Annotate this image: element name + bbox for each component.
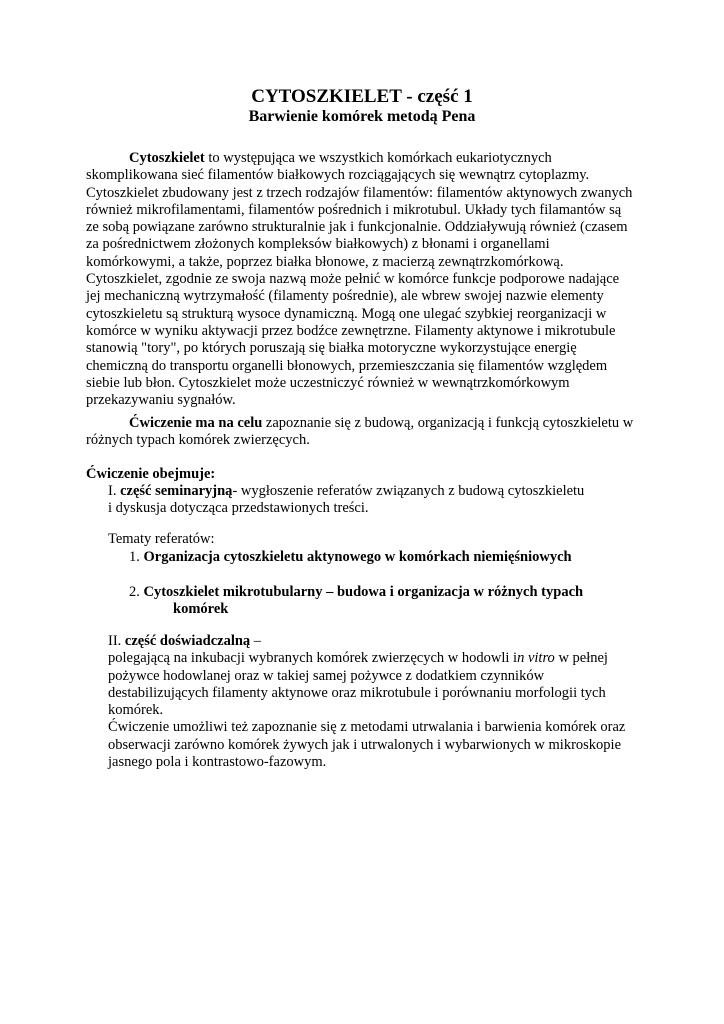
topics-heading: Tematy referatów:	[108, 531, 215, 547]
topics-heading-block	[108, 531, 214, 548]
intro-line: Cytoszkielet zbudowany jest z trzech rodzajów filamentów: filamentów aktynowych zwanych	[86, 184, 633, 201]
intro-line-1: Cytoszkielet to występująca we wszystkich komórkach eukariotycznych	[129, 150, 552, 166]
topic-2: 2. Cytoszkielet mikrotubularny – budowa i organizacja w różnych typach	[129, 584, 584, 600]
topic-1-title: Organizacja cytoszkieletu aktynowego w komórkach niemięśniowych	[143, 549, 572, 565]
part2-line: obserwacji zarówno komórek żywych jak i utrwalonych i wybarwionych w mikroskopie	[108, 736, 622, 753]
intro-line: komórkowymi, a także, poprzez białka błonowe, z macierzą zewnątrzkomórkową.	[86, 253, 564, 270]
aim-line-2: różnych typach komórek zwierzęcych.	[86, 432, 310, 449]
scope-part1	[108, 483, 584, 518]
intro-line: siebie lub błon. Cytoszkielet może uczestniczyć również w wewnątrzkomórkowym	[86, 374, 570, 391]
intro-line: Cytoszkielet, zgodnie ze swoja nazwą może pełnić w komórce funkcje podporowe nadające	[86, 271, 620, 288]
intro-line: komórce w wyniku aktywacji przez bodźce zewnętrzne. Filamenty aktynowe i mikrotubule	[86, 322, 616, 339]
aim-paragraph	[86, 415, 633, 450]
intro-paragraph	[86, 150, 632, 409]
scope-heading: Ćwiczenie obejmuje:	[86, 466, 216, 482]
intro-line: za pośrednictwem złożonych kompleksów białkowych) z błonami i organellami	[86, 236, 550, 253]
part2-heading: II. część doświadczalną –	[108, 633, 262, 649]
part2-line: pożywce hodowlanej oraz w takiej samej pożywce z dodatkiem czynników	[108, 667, 545, 684]
part2-line: komórek.	[108, 702, 164, 719]
part2-line-1: polegającą na inkubacji wybranych komórek zwierzęcych w hodowli in vitro w pełnej	[108, 650, 608, 667]
topic-2-title: Cytoszkielet mikrotubularny – budowa i organizacja w różnych typach	[143, 584, 584, 600]
page-subtitle: Barwienie komórek metodą Pena	[248, 108, 476, 125]
scope-part1-line-2: i dyskusja dotycząca przedstawionych treści.	[108, 500, 369, 517]
intro-line: skomplikowana sieć filamentów białkowych rozciągających się wewnątrz cytoplazmy.	[86, 167, 590, 184]
part2-line: Ćwiczenie umożliwi też zapoznanie się z metodami utrwalania i barwienia komórek oraz	[108, 719, 626, 736]
topic-2-continuation: komórek	[173, 601, 229, 617]
intro-line: cytoszkieletu są strukturą wysoce dynamiczną. Mogą one ulegać szybkiej reorganizacji w	[86, 305, 607, 322]
scope-part1-line-1: I. część seminaryjną- wygłoszenie referatów związanych z budową cytoszkieletu	[108, 483, 585, 499]
intro-line: jej mechaniczną wytrzymałość (filamenty pośrednie), ale wbrew swojej nazwie elementy	[86, 288, 604, 305]
intro-line: stanowią "tory", po których poruszają się białka motoryczne wykorzystujące energię	[86, 340, 577, 357]
part2-line: jasnego pola i kontrastowo-fazowym.	[108, 754, 327, 771]
page-title: CYTOSZKIELET - część 1	[251, 86, 473, 107]
intro-line: przekazywaniu sygnałów.	[86, 392, 236, 409]
intro-line: również mikrofilamentami, filamentów pośrednich i mikrotubul. Układy tych filamantów są	[86, 201, 622, 218]
scope-heading-block	[86, 466, 215, 483]
intro-lead: Cytoszkielet	[129, 150, 205, 166]
aim-line-1: Ćwiczenie ma na celu zapoznanie się z budową, organizacją i funkcją cytoszkieletu w	[129, 415, 634, 431]
intro-line: ze sobą powiązane zarówno strukturalnie jak i funkcjonalnie. Oddziaływują również (czasem	[86, 219, 628, 236]
part2-paragraph	[108, 633, 625, 771]
part1-label: część seminaryjną	[120, 483, 233, 499]
topic-1: 1. Organizacja cytoszkieletu aktynowego w komórkach niemięśniowych	[129, 549, 572, 565]
part2-label: część doświadczalną	[124, 633, 251, 649]
aim-lead: Ćwiczenie ma na celu	[129, 415, 263, 431]
intro-line: chemiczną do transportu organelli błonowych, przemieszczania się filamentów względem	[86, 357, 608, 374]
part2-line: destabilizujących filamenty aktynowe oraz mikrotubule i porównaniu morfologii tych	[108, 684, 606, 701]
